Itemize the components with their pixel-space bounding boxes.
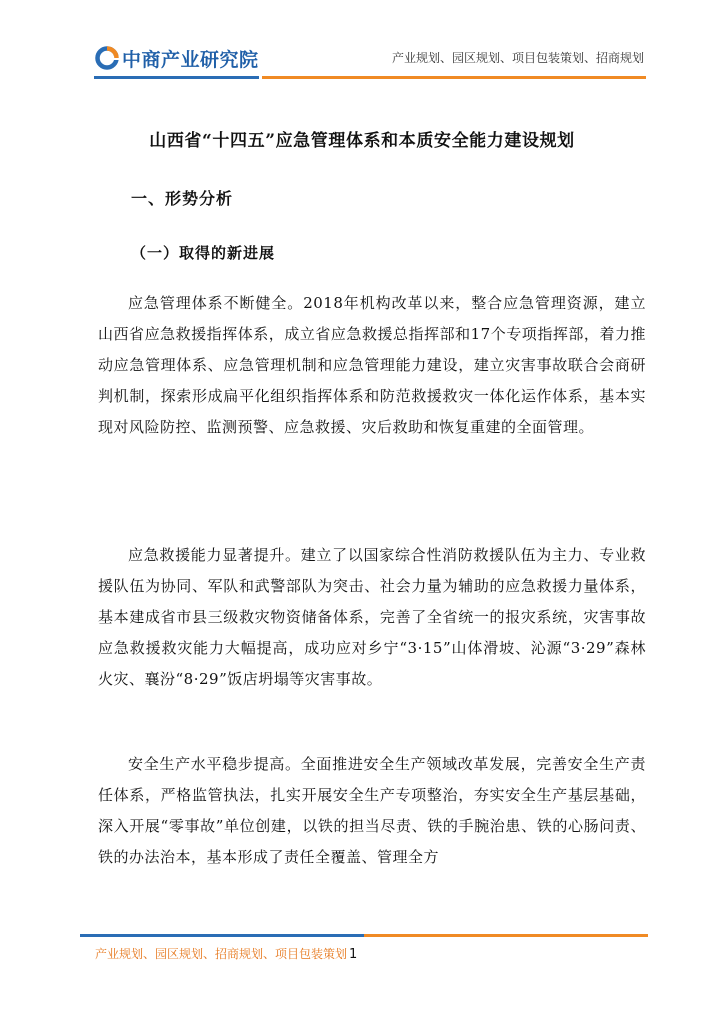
footer-divider-orange [364, 934, 648, 937]
paragraph: 应急救援能力显著提升。建立了以国家综合性消防救援队伍为主力、专业救援队伍为协同、军队和武警部队为突击、社会力量为辅助的应急救援力量体系，基本建成省市县三级救灾物资储备体系，完善了全省统一的报灾系统，灾害事故应急救援救灾能力大幅提高，成功应对乡宁“3·15”山体滑坡、沁源“3·29”森林火灾、襄汾“8·29”饭店坍塌等灾害事故。 [98, 546, 646, 688]
subsection-heading: （一）取得的新进展 [131, 244, 276, 262]
footer-tagline: 产业规划、园区规划、招商规划、项目包装策划 [95, 947, 348, 961]
paragraph: 应急管理体系不断健全。2018年机构改革以来，整合应急管理资源，建立山西省应急救援指挥体系，成立省应急救援总指挥部和17个专项指挥部，着力推动应急管理体系、应急管理机制和应急管理能力建设，建立灾害事故联合会商研判机制，探索形成扁平化组织指挥体系和防范救援救灾一体化运作体系，基本实现对风险防控、监测预警、应急救援、灾后救助和恢复重建的全面管理。 [98, 294, 646, 436]
header-tagline: 产业规划、园区规划、项目包装策划、招商规划 [391, 51, 644, 65]
ring-logo-icon [94, 45, 120, 71]
company-logo [94, 44, 259, 72]
page-header [0, 0, 724, 84]
logo-text: 中商产业研究院 [122, 48, 259, 71]
header-divider-orange [262, 76, 646, 79]
header-divider-blue [94, 76, 259, 79]
page-number: 1 [349, 947, 358, 962]
page-footer [95, 945, 357, 962]
footer-divider-blue [80, 934, 364, 937]
section-heading: 一、形势分析 [131, 189, 234, 208]
document-title: 山西省“十四五”应急管理体系和本质安全能力建设规划 [149, 131, 575, 151]
paragraph: 安全生产水平稳步提高。全面推进安全生产领域改革发展，完善安全生产责任体系，严格监管执法，扎实开展安全生产专项整治，夯实安全生产基层基础，深入开展“零事故”单位创建，以铁的担当尽责、铁的手腕治患、铁的心肠问责、铁的办法治本，基本形成了责任全覆盖、管理全方 [98, 755, 646, 866]
